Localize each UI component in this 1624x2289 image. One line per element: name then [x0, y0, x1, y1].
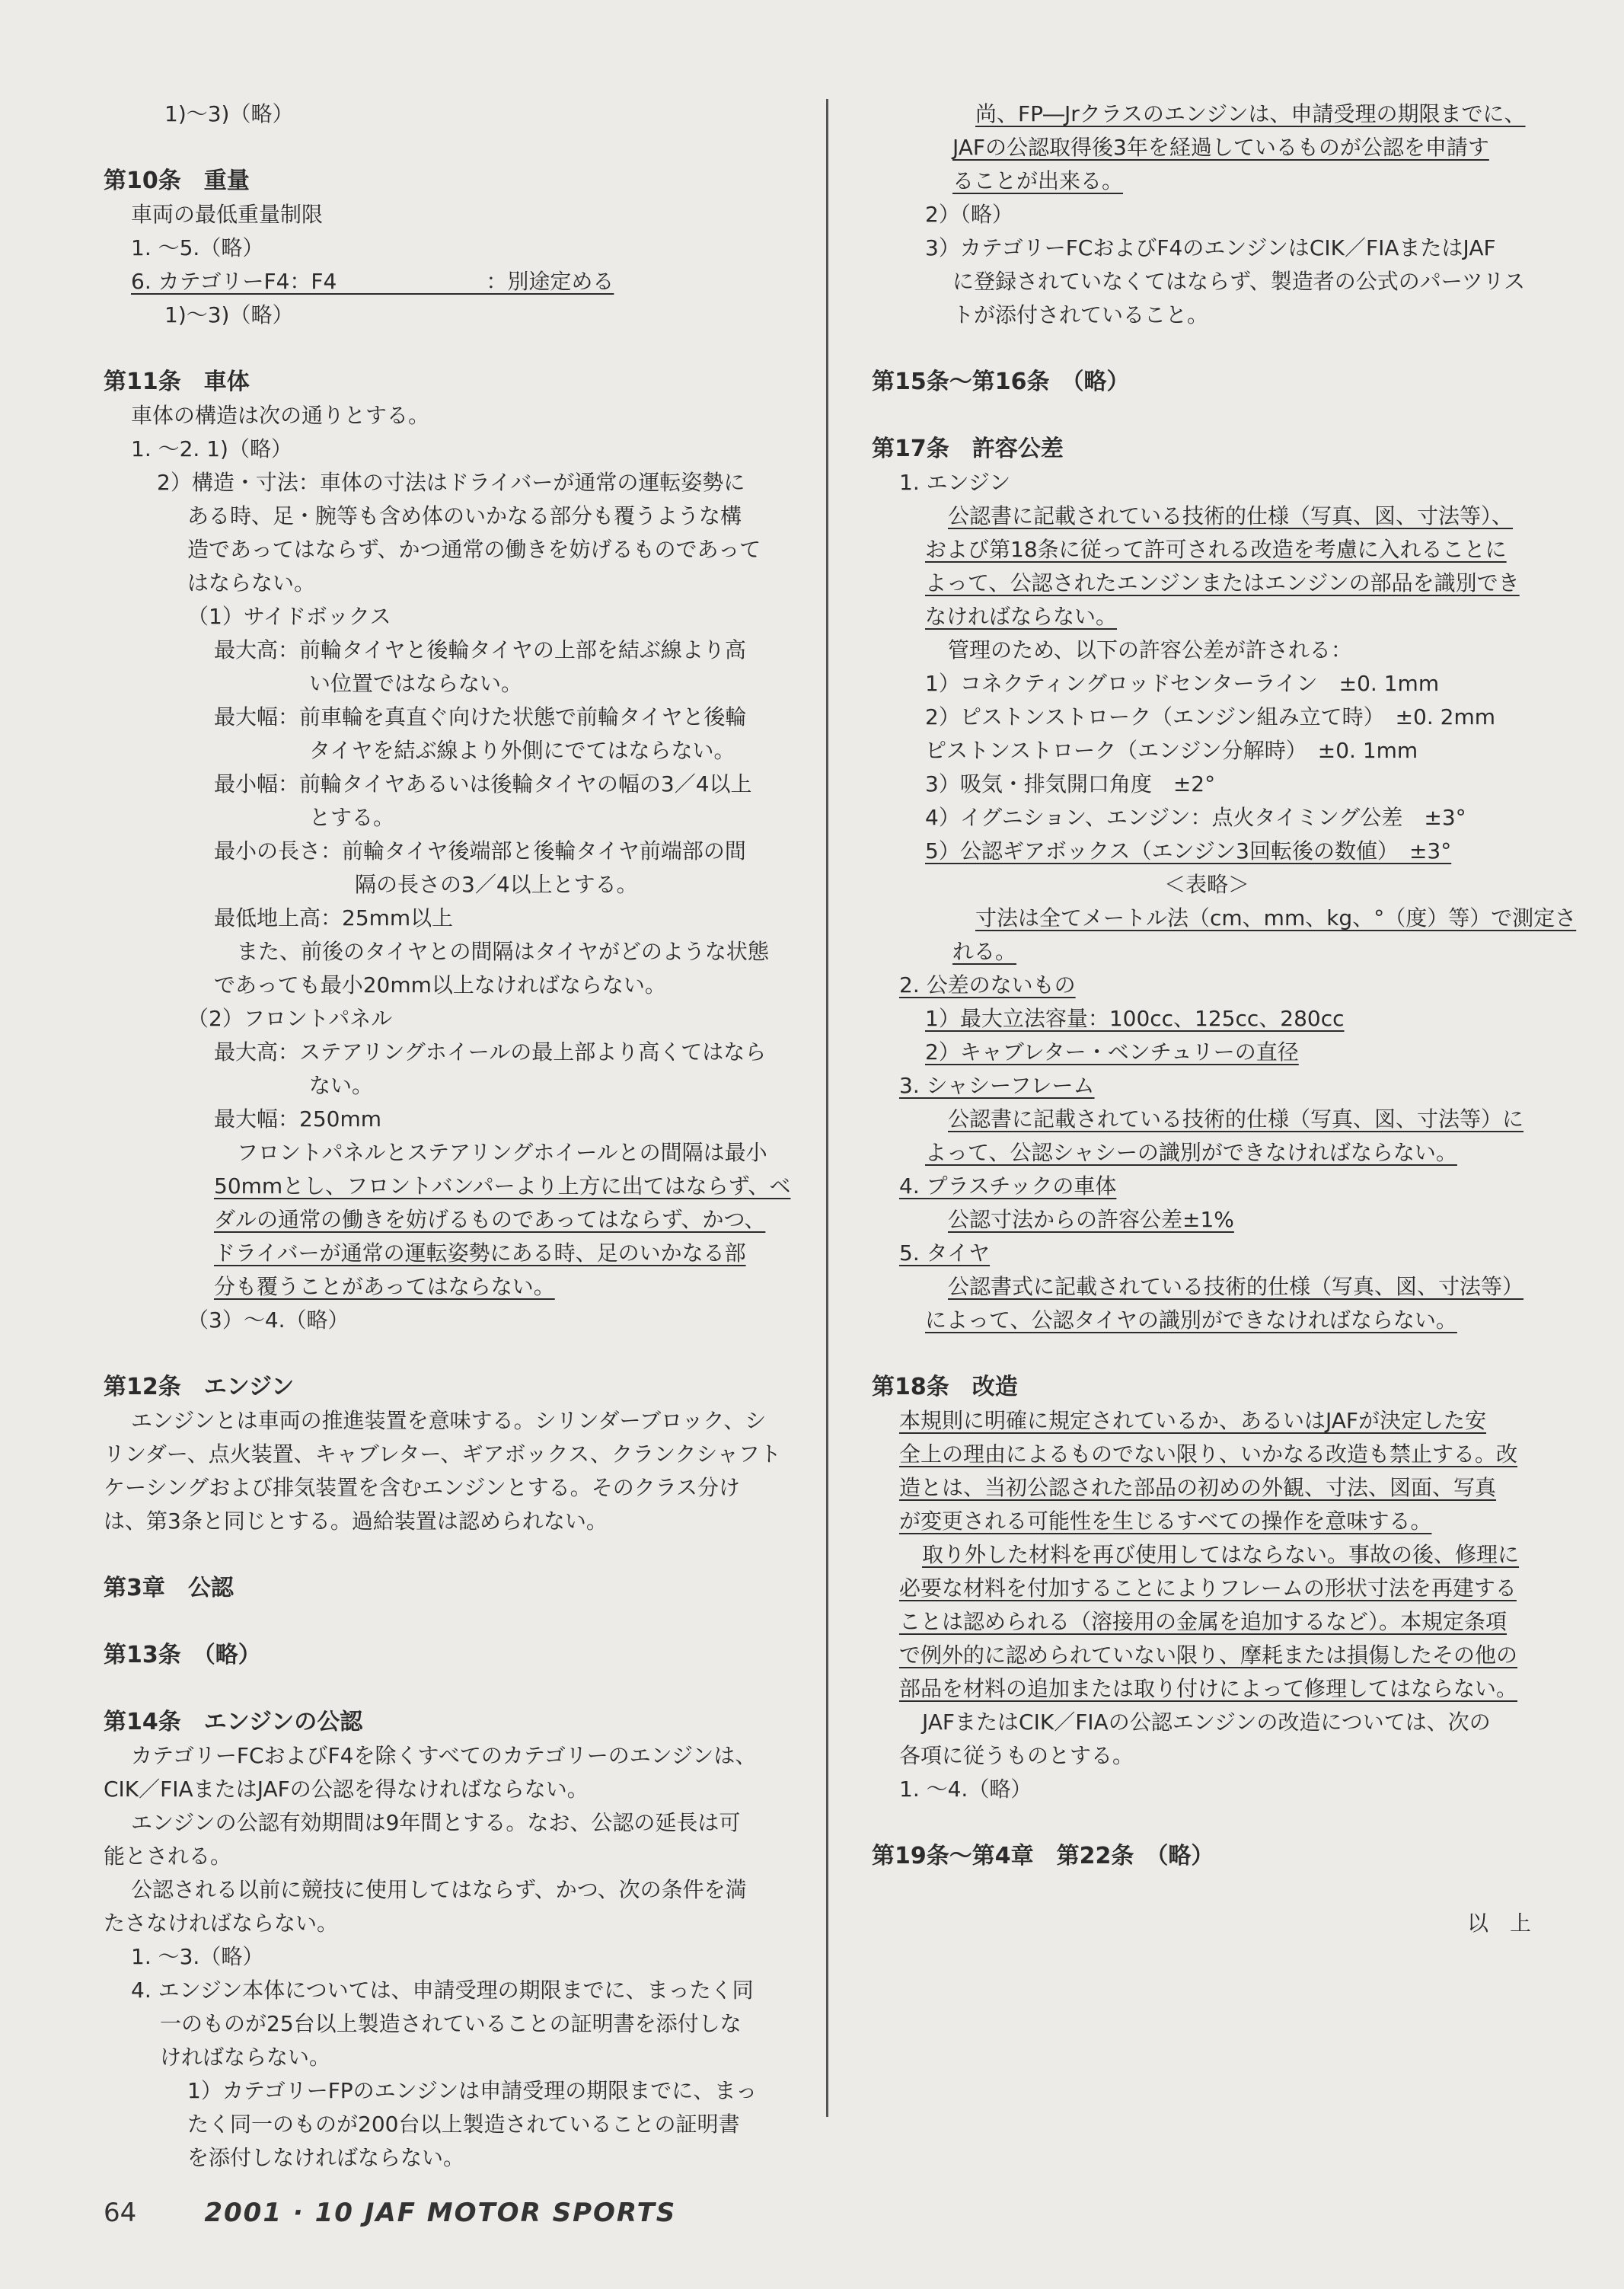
- right-spacer: [872, 399, 1542, 433]
- underlined-text: で例外的に認められていない限り、摩耗または損傷したその他の: [899, 1643, 1518, 1668]
- text-line: [872, 1538, 1542, 1572]
- line-text: 1. ～5.（略）: [131, 235, 264, 260]
- underlined-text: によって、公認タイヤの識別ができなければならない。: [925, 1307, 1457, 1333]
- text-line: [104, 600, 781, 634]
- right-spacer: [872, 332, 1542, 366]
- line-text: また、前後のタイヤとの間隔はタイヤがどのような状態: [237, 939, 769, 964]
- text-line: [872, 935, 1542, 969]
- line-text: 3）吸気・排気開口角度 ±2°: [925, 771, 1216, 797]
- text-line: [872, 265, 1542, 298]
- text-line: [104, 2007, 781, 2041]
- text-line: [104, 1438, 781, 1471]
- text-line: [104, 1404, 781, 1438]
- text-line: [104, 835, 781, 868]
- line-text: 1. ～4.（略）: [899, 1777, 1032, 1802]
- text-line: [872, 1605, 1542, 1639]
- line-text: とする。: [309, 805, 395, 830]
- text-line: [872, 1103, 1542, 1136]
- left-column: [104, 97, 791, 2175]
- text-line: [872, 97, 1542, 131]
- text-line: [104, 969, 781, 1002]
- underlined-text: が変更される可能性を生じるすべての操作を意味する。: [899, 1508, 1432, 1534]
- text-line: [104, 2108, 781, 2141]
- line-text: 4）イグニション、エンジン：点火タイミング公差 ±3°: [925, 805, 1466, 830]
- underlined-text: ドライバーが通常の運転姿勢にある時、足のいかなる部: [214, 1240, 746, 1266]
- text-line: [872, 533, 1542, 567]
- right-spacer: [872, 1337, 1542, 1371]
- text-line: [104, 1974, 781, 2007]
- line-text: たさなければならない。: [104, 1911, 339, 1936]
- line-text: 1）カテゴリーFPのエンジンは申請受理の期限までに、まっ: [187, 2078, 758, 2103]
- text-line: [104, 533, 781, 567]
- line-text: （1）サイドボックス: [187, 604, 391, 629]
- left-spacer: [104, 1538, 781, 1572]
- line-text: 1)～3)（略）: [164, 302, 294, 327]
- underlined-text: 3. シャシーフレーム: [899, 1073, 1095, 1098]
- line-text: トが添付されていること。: [952, 302, 1209, 327]
- text-line: [872, 1002, 1542, 1036]
- text-line: [104, 1203, 781, 1237]
- underlined-text: 5）公認ギアボックス（エンジン3回転後の数値） ±3°: [925, 838, 1452, 864]
- text-line: [104, 1002, 781, 1036]
- text-line: [872, 1069, 1542, 1103]
- text-line: [872, 1739, 1542, 1773]
- text-line: [104, 500, 781, 533]
- text-line: [872, 1572, 1542, 1605]
- text-line: [872, 701, 1542, 734]
- line-text: 一のものが25台以上製造されていることの証明書を添付しな: [160, 2011, 742, 2036]
- article-heading: [872, 433, 1542, 466]
- line-text: リンダー、点火装置、キャブレター、ギアボックス、クランクシャフト: [104, 1441, 781, 1467]
- line-text: （2）フロントパネル: [187, 1006, 393, 1031]
- text-line: [104, 801, 781, 835]
- line-text: 各項に従うものとする。: [899, 1743, 1134, 1768]
- page-number: 64: [104, 2198, 137, 2228]
- text-line: [104, 935, 781, 969]
- text-line: [872, 600, 1542, 634]
- right-spacer: [872, 1873, 1542, 1907]
- line-text: 第11条 車体: [104, 369, 250, 395]
- underlined-text: 部品を材料の追加または取り付けによって修理してはならない。: [899, 1676, 1518, 1701]
- text-line: [872, 198, 1542, 231]
- underlined-text: 1）最大立法容量：100cc、125cc、280cc: [925, 1006, 1345, 1031]
- left-spacer: [104, 332, 781, 366]
- text-line: [104, 1840, 781, 1873]
- line-text: 第19条～第4章 第22条 （略）: [872, 1843, 1214, 1869]
- line-text: 最大高：ステアリングホイールの最上部より高くてはなら: [214, 1039, 767, 1065]
- text-line: [872, 801, 1542, 835]
- line-text: 第14条 エンジンの公認: [104, 1709, 363, 1735]
- underlined-text: 造とは、当初公認された部品の初めの外観、寸法、図面、写真: [899, 1475, 1497, 1500]
- line-text: フロントパネルとステアリングホイールとの間隔は最小: [237, 1140, 767, 1165]
- line-text: であっても最小20mm以上なければならない。: [214, 972, 666, 998]
- article-heading: [104, 366, 781, 399]
- text-line: [104, 198, 781, 231]
- text-line: [104, 466, 781, 500]
- text-line: [872, 1672, 1542, 1706]
- text-line: [104, 1237, 781, 1270]
- underlined-text: よって、公認されたエンジンまたはエンジンの部品を識別でき: [925, 570, 1520, 595]
- underlined-text: JAFの公認取得後3年を経過しているものが公認を申請す: [952, 135, 1489, 160]
- line-text: CIK／FIAまたはJAFの公認を得なければならない。: [104, 1777, 589, 1802]
- line-text: はならない。: [187, 570, 316, 595]
- text-line: [872, 1706, 1542, 1739]
- line-text: 造であってはならず、かつ通常の働きを妨げるものであって: [187, 537, 761, 562]
- line-text: 第15条～第16条 （略）: [872, 369, 1130, 395]
- text-line: [872, 1438, 1542, 1471]
- text-line: [104, 1739, 781, 1773]
- text-line: [872, 734, 1542, 768]
- line-text: JAFまたはCIK／FIAの公認エンジンの改造については、次の: [922, 1710, 1491, 1735]
- line-text: は、第3条と同じとする。過給装置は認められない。: [104, 1508, 608, 1534]
- article-heading: [104, 1371, 781, 1404]
- underlined-text: 公認寸法からの許容公差±1%: [948, 1207, 1234, 1232]
- underlined-text: ダルの通常の働きを妨げるものであってはならず、かつ、: [214, 1207, 766, 1232]
- text-line: [104, 265, 781, 298]
- text-line: [872, 1471, 1542, 1505]
- line-text: カテゴリーFCおよびF4を除くすべてのカテゴリーのエンジンは、: [131, 1743, 757, 1768]
- line-text: ない。: [309, 1073, 374, 1098]
- line-text: ある時、足・腕等も含め体のいかなる部分も覆うような構: [187, 503, 742, 528]
- line-text: 2）構造・寸法：車体の寸法はドライバーが通常の運転姿勢に: [157, 470, 745, 495]
- right-column: [872, 97, 1577, 1940]
- column-divider: [826, 99, 828, 2117]
- underlined-text: れる。: [952, 939, 1017, 964]
- text-line: [104, 97, 781, 131]
- line-text: ければならない。: [160, 2045, 331, 2070]
- text-line: [104, 2041, 781, 2074]
- text-line: [872, 1036, 1542, 1069]
- line-text: 第3章 公認: [104, 1575, 234, 1601]
- right-spacer: [872, 1806, 1542, 1840]
- article-heading: [104, 1706, 781, 1739]
- underlined-text: 公認書に記載されている技術的仕様（写真、図、寸法等）に: [948, 1106, 1524, 1132]
- line-text: 1. ～3.（略）: [131, 1944, 264, 1969]
- underlined-text: 分も覆うことがあってはならない。: [214, 1274, 555, 1299]
- line-text: 第17条 許容公差: [872, 436, 1064, 462]
- underlined-text: 寸法は全てメートル法（cm、mm、kg、°（度）等）で測定さ: [975, 905, 1577, 931]
- text-line: [872, 1773, 1542, 1806]
- line-text: ケーシングおよび排気装置を含むエンジンとする。そのクラス分け: [104, 1475, 740, 1500]
- line-text: 管理のため、以下の許容公差が許される：: [948, 637, 1352, 662]
- text-line: [104, 399, 781, 433]
- text-line: [104, 567, 781, 600]
- publication-title: 2001 · 10 JAF MOTOR SPORTS: [204, 2198, 677, 2228]
- line-text: ＜表略＞: [1163, 872, 1249, 897]
- line-text: 最小の長さ：前輪タイヤ後端部と後輪タイヤ前端部の間: [214, 838, 746, 864]
- line-text: 車体の構造は次の通りとする。: [131, 403, 430, 428]
- line-text: エンジンの公認有効期間は9年間とする。なお、公認の延長は可: [131, 1810, 741, 1835]
- line-text: 1）コネクティングロッドセンターライン ±0. 1mm: [925, 671, 1440, 696]
- underlined-text: 全上の理由によるものでない限り、いかなる改造も禁止する。改: [899, 1441, 1518, 1467]
- left-spacer: [104, 131, 781, 164]
- article-heading: [104, 164, 781, 198]
- text-line: [104, 701, 781, 734]
- line-text: 1)～3)（略）: [164, 101, 294, 126]
- underlined-text: 50mmとし、フロントバンパーより上方に出てはならず、ベ: [214, 1173, 791, 1199]
- text-line: [104, 298, 781, 332]
- underlined-text: 取り外した材料を再び使用してはならない。事故の後、修理に: [922, 1542, 1520, 1567]
- underlined-text: 2. 公差のないもの: [899, 972, 1076, 998]
- text-line: [104, 231, 781, 265]
- article-heading: [872, 366, 1542, 399]
- left-spacer: [104, 1605, 781, 1639]
- line-text: エンジンとは車両の推進装置を意味する。シリンダーブロック、シ: [131, 1408, 767, 1433]
- article-heading: [104, 1639, 781, 1672]
- line-text: に登録されていなくてはならず、製造者の公式のパーツリス: [952, 269, 1526, 294]
- line-text: を添付しなければならない。: [187, 2145, 465, 2170]
- text-line: [104, 1069, 781, 1103]
- text-line: [872, 466, 1542, 500]
- text-line: [872, 164, 1542, 198]
- left-spacer: [104, 1337, 781, 1371]
- text-line: [872, 1170, 1542, 1203]
- article-heading: [104, 1572, 781, 1605]
- text-line: [104, 1505, 781, 1538]
- line-text: 最低地上高：25mm以上: [214, 905, 454, 931]
- text-line: [104, 734, 781, 768]
- text-line: [872, 902, 1577, 935]
- line-text: 第10条 重量: [104, 168, 250, 194]
- article-heading: [872, 1371, 1542, 1404]
- text-line: [872, 835, 1542, 868]
- line-text: 最小幅：前輪タイヤあるいは後輪タイヤの幅の3／4以上: [214, 771, 752, 797]
- underlined-text: 必要な材料を付加することによりフレームの形状寸法を再建する: [899, 1575, 1517, 1601]
- line-text: 能とされる。: [104, 1844, 232, 1869]
- text-line: [104, 1471, 781, 1505]
- text-line: [872, 1270, 1542, 1304]
- underlined-text: 5. タイヤ: [899, 1240, 991, 1266]
- text-line: [104, 1873, 781, 1907]
- line-text: 第18条 改造: [872, 1374, 1018, 1400]
- text-line: [872, 131, 1542, 164]
- text-line: [872, 768, 1542, 801]
- text-line: [104, 902, 781, 935]
- line-text: 2）（略）: [925, 202, 1013, 227]
- text-line: [104, 2074, 781, 2108]
- text-line: [872, 1404, 1542, 1438]
- underlined-text: および第18条に従って許可される改造を考慮に入れることに: [925, 537, 1507, 562]
- underlined-text: よって、公認シャシーの識別ができなければならない。: [925, 1140, 1457, 1165]
- text-line: [872, 1639, 1542, 1672]
- text-line: [872, 500, 1542, 533]
- text-line: [872, 1907, 1542, 1940]
- text-line: [104, 2141, 781, 2175]
- text-line: [104, 1773, 781, 1806]
- line-text: 最大高：前輪タイヤと後輪タイヤの上部を結ぶ線より高: [214, 637, 746, 662]
- underlined-text: 6. カテゴリーF4：F4 ：別途定める: [131, 269, 614, 294]
- underlined-text: 本規則に明確に規定されているか、あるいはJAFが決定した安: [899, 1408, 1487, 1433]
- underlined-text: 公認書に記載されている技術的仕様（写真、図、寸法等）、: [948, 503, 1514, 528]
- line-text: 第13条 （略）: [104, 1642, 261, 1668]
- line-text: たく同一のものが200台以上製造されていることの証明書: [187, 2112, 740, 2137]
- line-text: い位置ではならない。: [309, 671, 523, 696]
- text-line: [872, 1203, 1542, 1237]
- text-line: [104, 634, 781, 667]
- line-text: 2）ピストンストローク（エンジン組み立て時） ±0. 2mm: [925, 704, 1496, 729]
- underlined-text: ことは認められる（溶接用の金属を追加するなど）。本規定条項: [899, 1609, 1508, 1634]
- line-text: 最大幅：250mm: [214, 1106, 381, 1132]
- line-text: （3）～4.（略）: [187, 1307, 349, 1333]
- text-line: [104, 667, 781, 701]
- line-text: 公認される以前に競技に使用してはならず、かつ、次の条件を満: [131, 1877, 747, 1902]
- line-text: 以 上: [1466, 1911, 1531, 1936]
- line-text: 1. ～2. 1)（略）: [131, 436, 292, 461]
- text-line: [872, 1304, 1542, 1337]
- text-line: [104, 868, 781, 902]
- underlined-text: 4. プラスチックの車体: [899, 1173, 1117, 1199]
- underlined-text: なければならない。: [925, 604, 1118, 629]
- line-text: 第12条 エンジン: [104, 1374, 295, 1400]
- page-footer: [104, 2198, 676, 2228]
- left-spacer: [104, 1672, 781, 1706]
- text-line: [872, 868, 1542, 902]
- line-text: 車両の最低重量制限: [131, 202, 324, 227]
- text-line: [872, 567, 1542, 600]
- text-line: [104, 1304, 781, 1337]
- line-text: 4. エンジン本体については、申請受理の期限までに、まったく同: [131, 1978, 754, 2003]
- text-line: [872, 231, 1542, 265]
- text-line: [104, 1036, 781, 1069]
- text-line: [104, 1940, 781, 1974]
- underlined-text: 尚、FP―Jrクラスのエンジンは、申請受理の期限までに、: [975, 101, 1526, 126]
- text-line: [872, 1136, 1542, 1170]
- line-text: 最大幅：前車輪を真直ぐ向けた状態で前輪タイヤと後輪: [214, 704, 747, 729]
- underlined-text: ることが出来る。: [952, 168, 1124, 193]
- article-heading: [872, 1840, 1542, 1873]
- text-line: [104, 1907, 781, 1940]
- text-line: [104, 433, 781, 466]
- line-text: 3）カテゴリーFCおよびF4のエンジンはCIK／FIAまたはJAF: [925, 235, 1496, 260]
- text-line: [872, 1237, 1542, 1270]
- underlined-text: 公認書式に記載されている技術的仕様（写真、図、寸法等）: [948, 1274, 1524, 1299]
- text-line: [104, 1170, 791, 1203]
- text-line: [872, 298, 1542, 332]
- line-text: タイヤを結ぶ線より外側にでてはならない。: [309, 738, 735, 763]
- underlined-text: 2）キャブレター・ベンチュリーの直径: [925, 1039, 1299, 1065]
- text-line: [872, 667, 1542, 701]
- text-line: [872, 969, 1542, 1002]
- text-line: [104, 1136, 781, 1170]
- line-text: 隔の長さの3／4以上とする。: [355, 872, 638, 897]
- text-line: [872, 1505, 1542, 1538]
- text-line: [872, 634, 1542, 667]
- text-line: [104, 1270, 781, 1304]
- text-line: [104, 1806, 781, 1840]
- line-text: 1. エンジン: [899, 470, 1011, 495]
- line-text: ピストンストローク（エンジン分解時） ±0. 1mm: [925, 738, 1418, 763]
- text-line: [104, 1103, 781, 1136]
- text-line: [104, 768, 781, 801]
